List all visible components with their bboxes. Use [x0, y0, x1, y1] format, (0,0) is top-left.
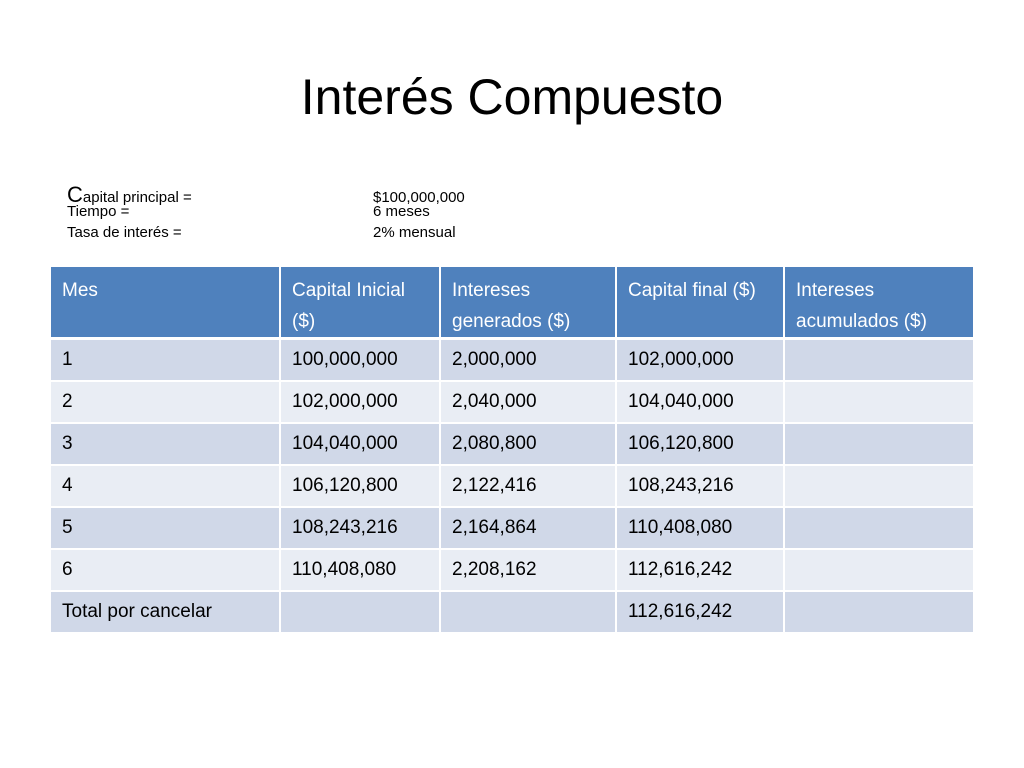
cell-capital-final: 108,243,216 — [616, 465, 784, 507]
cell-intereses-generados — [440, 591, 616, 633]
table-header-row — [51, 267, 973, 339]
table-total-row — [51, 591, 973, 633]
param-tiempo — [67, 203, 465, 224]
cell-intereses-generados: 2,000,000 — [440, 339, 616, 382]
param-capital-label-rest: apital principal = — [82, 189, 192, 206]
table-row — [51, 381, 973, 423]
parameters-block — [67, 182, 465, 245]
header-intereses-acumulados: Intereses acumulados ($) — [784, 267, 973, 339]
param-capital — [67, 182, 465, 207]
cell-intereses-generados: 2,080,800 — [440, 423, 616, 465]
table-row — [51, 423, 973, 465]
header-capital-final: Capital final ($) — [616, 267, 784, 339]
cell-mes: 6 — [51, 549, 280, 591]
cell-intereses-generados: 2,122,416 — [440, 465, 616, 507]
param-tiempo-label: Tiempo = — [67, 203, 130, 220]
cell-total-capital-final: 112,616,242 — [616, 591, 784, 633]
cell-capital-final: 112,616,242 — [616, 549, 784, 591]
param-tiempo-value: 6 meses — [373, 203, 430, 220]
cell-mes: 5 — [51, 507, 280, 549]
cell-total-label: Total por cancelar — [51, 591, 280, 633]
cell-intereses-acumulados — [784, 423, 973, 465]
cell-capital-inicial: 106,120,800 — [280, 465, 440, 507]
cell-capital-inicial: 110,408,080 — [280, 549, 440, 591]
cell-capital-inicial: 104,040,000 — [280, 423, 440, 465]
header-mes: Mes — [51, 267, 280, 339]
cell-intereses-acumulados — [784, 591, 973, 633]
cell-intereses-acumulados — [784, 465, 973, 507]
param-tasa-label: Tasa de interés = — [67, 224, 182, 241]
table-row — [51, 507, 973, 549]
cell-intereses-acumulados — [784, 381, 973, 423]
param-tasa — [67, 224, 465, 245]
cell-intereses-acumulados — [784, 339, 973, 382]
cell-mes: 2 — [51, 381, 280, 423]
table-row — [51, 339, 973, 382]
param-capital-value: $100,000,000 — [373, 189, 465, 206]
cell-capital-final: 102,000,000 — [616, 339, 784, 382]
header-capital-inicial: Capital Inicial ($) — [280, 267, 440, 339]
slide-title: Interés Compuesto — [300, 69, 724, 125]
cell-intereses-generados: 2,208,162 — [440, 549, 616, 591]
cell-intereses-acumulados — [784, 549, 973, 591]
cell-capital-inicial: 108,243,216 — [280, 507, 440, 549]
table-row — [51, 465, 973, 507]
cell-capital-final: 110,408,080 — [616, 507, 784, 549]
cell-capital-inicial: 100,000,000 — [280, 339, 440, 382]
param-capital-initial: C — [67, 182, 83, 207]
cell-capital-final: 104,040,000 — [616, 381, 784, 423]
cell-capital-inicial — [280, 591, 440, 633]
interest-table — [51, 267, 973, 634]
cell-mes: 4 — [51, 465, 280, 507]
cell-intereses-generados: 2,164,864 — [440, 507, 616, 549]
cell-intereses-generados: 2,040,000 — [440, 381, 616, 423]
param-tasa-value: 2% mensual — [373, 224, 456, 241]
header-intereses-generados: Intereses generados ($) — [440, 267, 616, 339]
table-row — [51, 549, 973, 591]
cell-intereses-acumulados — [784, 507, 973, 549]
cell-capital-final: 106,120,800 — [616, 423, 784, 465]
cell-mes: 1 — [51, 339, 280, 382]
cell-capital-inicial: 102,000,000 — [280, 381, 440, 423]
cell-mes: 3 — [51, 423, 280, 465]
